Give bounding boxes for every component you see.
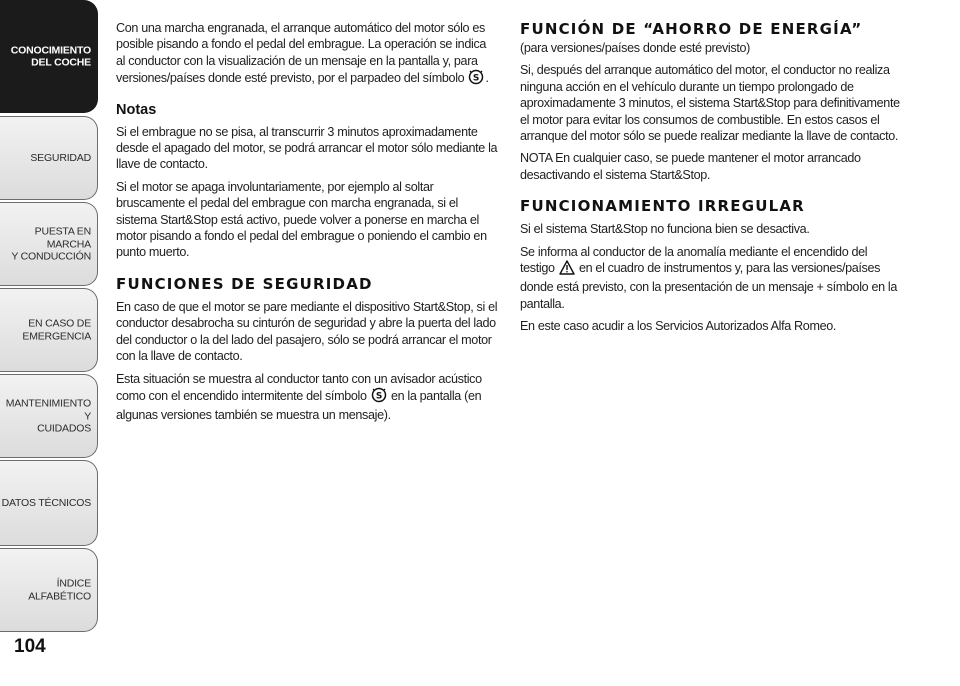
tab-label: MANTENIMIENTO Y CUIDADOS bbox=[5, 397, 91, 435]
chapter-tabs bbox=[0, 0, 100, 686]
notas-paragraph-1: Si el embrague no se pisa, al transcurrir 3 minutos aproximadamente desde el apagado del motor, se podrá arrancar el motor sólo mediante la llave de contacto. bbox=[116, 124, 498, 172]
irregular-text: Se informa al conductor de la anomalía mediante el encendido del testigo bbox=[520, 244, 868, 276]
start-stop-icon bbox=[371, 387, 387, 407]
svg-text:S: S bbox=[375, 391, 382, 402]
tab-label: CONOCIMIENTO DEL COCHE bbox=[10, 44, 91, 69]
notas-paragraph-2: Si el motor se apaga involuntariamente, por ejemplo al soltar bruscamente el pedal del embrague con marcha engranada, si el sistema Start&Stop está activo, puede volver a ponerse en marcha el motor pisando a fondo el pedal del embrague o poniendo el cambio en punto muerto. bbox=[116, 179, 487, 260]
irregular-paragraph-1: Si el sistema Start&Stop no funciona bien se desactiva. bbox=[520, 222, 810, 237]
right-column bbox=[520, 20, 902, 341]
seguridad-text-end: en la pantalla (en algunas versiones también se muestra un mensaje). bbox=[116, 388, 482, 423]
svg-text:S: S bbox=[473, 73, 480, 84]
seguridad-heading: FUNCIONES DE SEGURIDAD bbox=[116, 274, 373, 293]
tab-label: PUESTA EN MARCHA Y CONDUCCIÓN bbox=[11, 225, 91, 263]
tab-puesta-en-marcha[interactable] bbox=[0, 202, 98, 286]
ahorro-subtitle: (para versiones/países donde esté previsto) bbox=[520, 41, 750, 55]
seguridad-text: Esta situación se muestra al conductor tanto con un avisador acústico como con el encendido intermitente del símbolo bbox=[116, 371, 482, 403]
tab-en-caso-de-emergencia[interactable] bbox=[0, 288, 98, 372]
irregular-text-end: en el cuadro de instrumentos y, para las versiones/países donde está previsto, con la presentación de un mensaje + símbolo en la pantalla. bbox=[520, 261, 898, 311]
tab-mantenimiento[interactable] bbox=[0, 374, 98, 458]
ahorro-heading: FUNCIÓN DE “AHORRO DE ENERGÍA” bbox=[520, 20, 863, 38]
ahorro-paragraph-2: NOTA En cualquier caso, se puede mantener el motor arrancado desactivando el sistema Start&Stop. bbox=[520, 151, 861, 182]
irregular-heading: FUNCIONAMIENTO IRREGULAR bbox=[520, 197, 805, 216]
tab-seguridad[interactable] bbox=[0, 116, 98, 200]
left-column bbox=[116, 20, 498, 430]
irregular-paragraph-3: En este caso acudir a los Servicios Autorizados Alfa Romeo. bbox=[520, 319, 837, 334]
intro-text: Con una marcha engranada, el arranque automático del motor sólo es posible pisando a fondo el pedal del embrague. La operación se indica al conductor con la visualización de un mensaje en la pantalla y, para versiones/países donde esté previsto, por el parpadeo del símbolo bbox=[116, 21, 487, 86]
page-number: 104 bbox=[14, 636, 46, 657]
ahorro-paragraph-1: Si, después del arranque automático del motor, el conductor no realiza ninguna acción en el vehículo durante un tiempo prolongado de aproximadamente 3 minutos, el sistema Start&Stop para definitivamente el motor para evitar los consumos de combustible. En estos casos el arranque del motor sólo se puede realizar mediante la llave de contacto. bbox=[520, 63, 900, 144]
irregular-paragraph-2 bbox=[520, 244, 902, 313]
start-stop-icon bbox=[468, 69, 484, 89]
intro-text-end: . bbox=[485, 71, 489, 86]
seguridad-paragraph-1: En caso de que el motor se pare mediante el dispositivo Start&Stop, si el conductor desabrocha su cinturón de seguridad y abre la puerta del lado del conductor o la del lado del pasajero, sólo se podrá arrancar el motor con la llave de contacto. bbox=[116, 299, 498, 364]
tab-indice-alfabetico[interactable] bbox=[0, 548, 98, 632]
tab-conocimiento-del-coche[interactable] bbox=[0, 0, 98, 113]
tab-datos-tecnicos[interactable] bbox=[0, 460, 98, 546]
seguridad-paragraph-2 bbox=[116, 371, 498, 424]
notas-heading: Notas bbox=[116, 101, 157, 118]
tab-label: DATOS TÉCNICOS bbox=[1, 496, 91, 509]
tab-label: SEGURIDAD bbox=[30, 151, 91, 164]
tab-label: ÍNDICE ALFABÉTICO bbox=[28, 577, 91, 602]
tab-label: EN CASO DE EMERGENCIA bbox=[22, 317, 91, 342]
intro-paragraph bbox=[116, 20, 498, 90]
warning-triangle-icon bbox=[559, 260, 575, 279]
